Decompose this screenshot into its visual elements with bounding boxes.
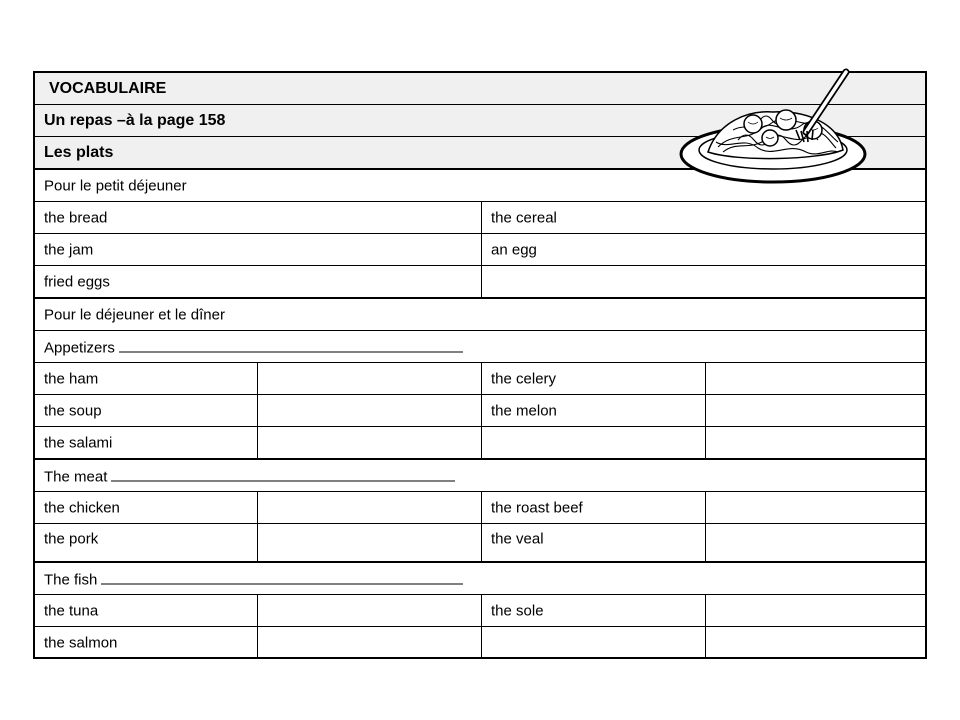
spaghetti-plate-icon bbox=[678, 62, 878, 192]
vocab-word: the bread bbox=[44, 209, 108, 226]
sheet-subtitle: Un repas –à la page 158 bbox=[44, 111, 226, 129]
vocab-word: the cereal bbox=[491, 209, 557, 226]
vocab-word: fried eggs bbox=[44, 273, 110, 290]
lunch-dinner-heading-row bbox=[35, 299, 925, 331]
meat-heading-row bbox=[35, 460, 925, 492]
vocab-word: the chicken bbox=[44, 499, 120, 516]
vocab-word: the sole bbox=[491, 602, 544, 619]
table-row bbox=[35, 202, 925, 234]
table-row bbox=[35, 363, 925, 395]
vocab-word: an egg bbox=[491, 241, 537, 258]
vocab-word: the melon bbox=[491, 402, 557, 419]
table-row bbox=[35, 234, 925, 266]
table-row bbox=[35, 266, 925, 299]
vocab-word: the pork bbox=[44, 530, 99, 548]
vocab-word: the salami bbox=[44, 434, 113, 451]
table-row bbox=[35, 427, 925, 460]
appetizers-heading: Appetizers bbox=[44, 338, 463, 355]
vocab-word: the veal bbox=[491, 530, 544, 548]
vocab-word: the tuna bbox=[44, 602, 99, 619]
lunch-dinner-heading: Pour le déjeuner et le dîner bbox=[44, 306, 225, 323]
vocab-word: the ham bbox=[44, 370, 99, 387]
meat-heading: The meat bbox=[44, 467, 455, 484]
table-row bbox=[35, 395, 925, 427]
vocab-word: the roast beef bbox=[491, 499, 583, 516]
vocab-word: the soup bbox=[44, 402, 102, 419]
appetizers-heading-row bbox=[35, 331, 925, 363]
table-row bbox=[35, 627, 925, 659]
vocab-word: the celery bbox=[491, 370, 557, 387]
vocab-word: the salmon bbox=[44, 634, 118, 652]
table-row bbox=[35, 524, 925, 563]
section-title: Les plats bbox=[44, 143, 114, 161]
breakfast-heading: Pour le petit déjeuner bbox=[44, 177, 187, 194]
fish-heading-row bbox=[35, 563, 925, 595]
sheet-title: VOCABULAIRE bbox=[49, 79, 167, 97]
vocab-word: the jam bbox=[44, 241, 94, 258]
fish-heading: The fish bbox=[44, 570, 463, 587]
table-row bbox=[35, 492, 925, 524]
table-row bbox=[35, 595, 925, 627]
